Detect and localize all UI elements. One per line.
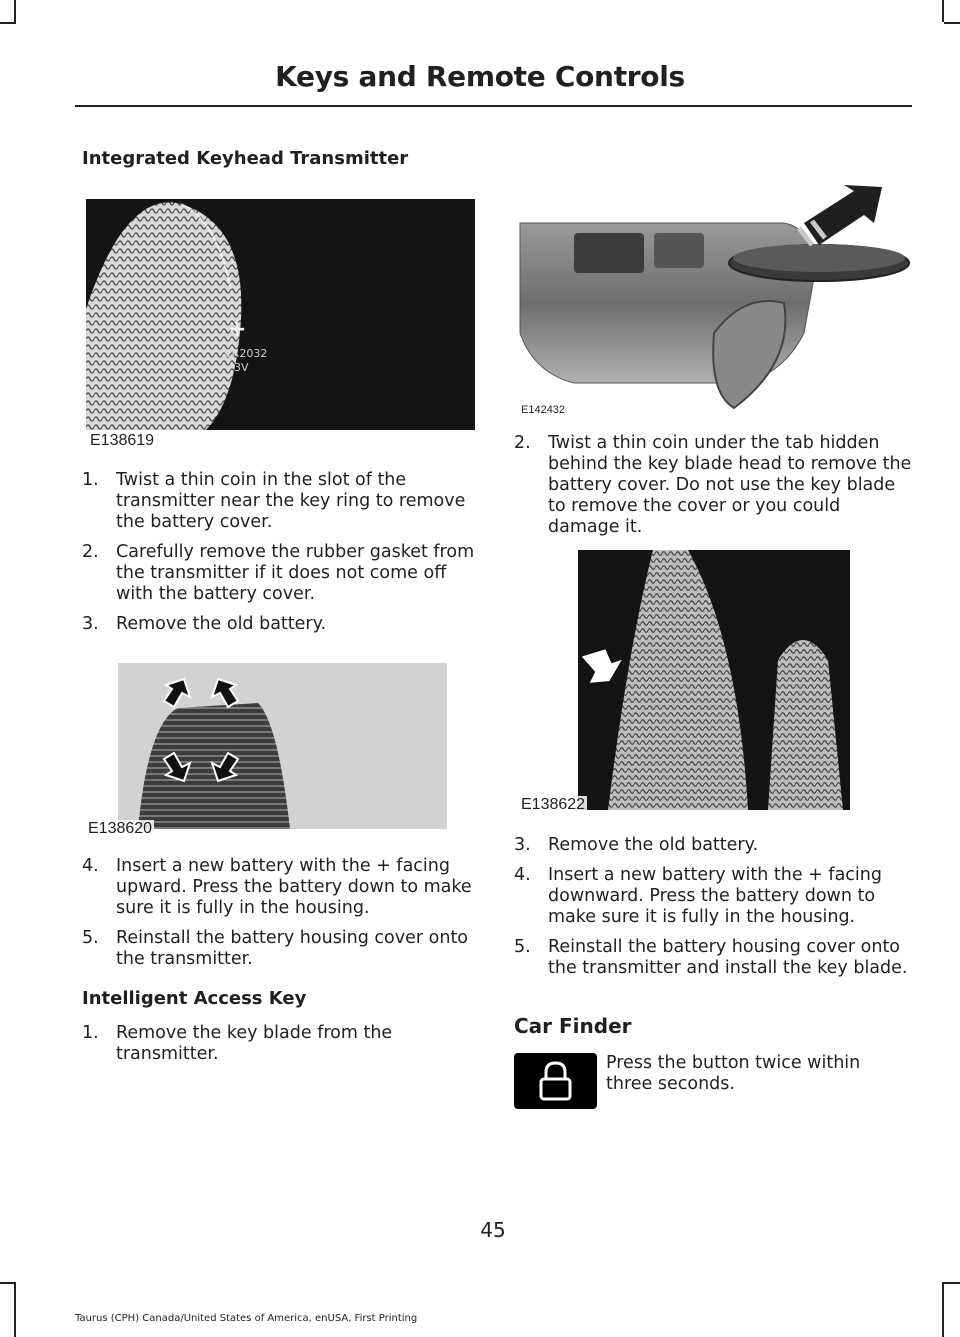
list-item	[514, 835, 912, 856]
figure-code: E138619	[90, 432, 155, 449]
step-number: 2.	[514, 433, 531, 453]
figure-code: E138622	[521, 796, 586, 813]
step-text: Remove the key blade from the transmitter.	[116, 1023, 393, 1064]
step-number: 4.	[82, 856, 99, 876]
figure-keyhead-battery	[86, 199, 475, 430]
steps-list-intelligent-c	[514, 835, 912, 988]
intelligent-key-illustration	[514, 183, 912, 419]
step-number: 5.	[514, 937, 531, 957]
list-item	[82, 856, 478, 919]
crop-mark	[0, 22, 16, 24]
list-item	[514, 865, 912, 928]
plus-symbol: +	[228, 317, 247, 342]
page-header-title: Keys and Remote Controls	[275, 60, 685, 93]
section-heading-keyhead: Integrated Keyhead Transmitter	[82, 148, 409, 169]
lock-icon	[514, 1053, 597, 1109]
battery-label-model: CR2032	[224, 347, 268, 360]
crop-mark	[14, 1282, 16, 1337]
step-text: Insert a new battery with the + facing upward. Press the battery down to make sure it is fully in the housing.	[116, 856, 472, 918]
page-number: 45	[480, 1218, 506, 1242]
intelligent-key-battery-illustration	[578, 550, 850, 810]
keyhead-transmitter-illustration	[86, 199, 475, 430]
step-number: 1.	[82, 1023, 99, 1043]
step-text: Remove the old battery.	[116, 614, 327, 634]
section-heading-intelligent-access: Intelligent Access Key	[82, 988, 307, 1009]
step-number: 4.	[514, 865, 531, 885]
header-divider	[75, 105, 912, 107]
steps-list-intelligent-b	[514, 433, 912, 547]
steps-list-intelligent-a	[82, 1023, 478, 1074]
padlock-glyph	[514, 1053, 597, 1109]
figure-intelligent-key-battery	[578, 550, 850, 810]
figure-code: E142432	[521, 404, 566, 416]
step-text: Twist a thin coin under the tab hidden behind the key blade head to remove the battery cover. Do not use the key blade to remove the cover or you could damage it.	[548, 433, 912, 537]
step-text: Reinstall the battery housing cover onto the transmitter.	[116, 928, 469, 969]
step-text: Insert a new battery with the + facing downward. Press the battery down to make sure it is fully in the housing.	[548, 865, 882, 927]
list-item	[514, 937, 912, 979]
step-number: 2.	[82, 542, 99, 562]
step-text: Twist a thin coin in the slot of the transmitter near the key ring to remove the battery cover.	[116, 470, 466, 532]
step-number: 5.	[82, 928, 99, 948]
crop-mark	[944, 22, 960, 24]
figure-code: E138620	[88, 820, 153, 837]
crop-mark	[942, 0, 944, 22]
step-text: Remove the old battery.	[548, 835, 759, 855]
list-item	[82, 470, 478, 533]
step-number: 3.	[82, 614, 99, 634]
crop-mark	[942, 1282, 944, 1337]
crop-mark	[14, 0, 16, 22]
steps-list-keyhead-a	[82, 470, 478, 644]
step-text: Carefully remove the rubber gasket from the transmitter if it does not come off with the battery cover.	[116, 542, 475, 604]
list-item	[514, 433, 912, 538]
list-item	[82, 614, 478, 635]
list-item	[82, 1023, 478, 1065]
battery-label-voltage: 3V	[234, 361, 249, 374]
step-number: 1.	[82, 470, 99, 490]
steps-list-keyhead-b	[82, 856, 478, 979]
footer-edition: Taurus (CPH) Canada/United States of America, enUSA, First Printing	[75, 1313, 418, 1324]
list-item	[82, 542, 478, 605]
section-heading-car-finder: Car Finder	[514, 1014, 632, 1038]
crop-mark	[944, 1282, 960, 1284]
battery-removal-illustration	[118, 663, 447, 829]
figure-intelligent-key-cover	[514, 183, 912, 419]
list-item	[82, 928, 478, 970]
step-text: Reinstall the battery housing cover onto the transmitter and install the key blade.	[548, 937, 908, 978]
figure-battery-removal	[118, 663, 447, 829]
car-finder-instruction: Press the button twice within three seconds.	[606, 1053, 861, 1094]
step-number: 3.	[514, 835, 531, 855]
